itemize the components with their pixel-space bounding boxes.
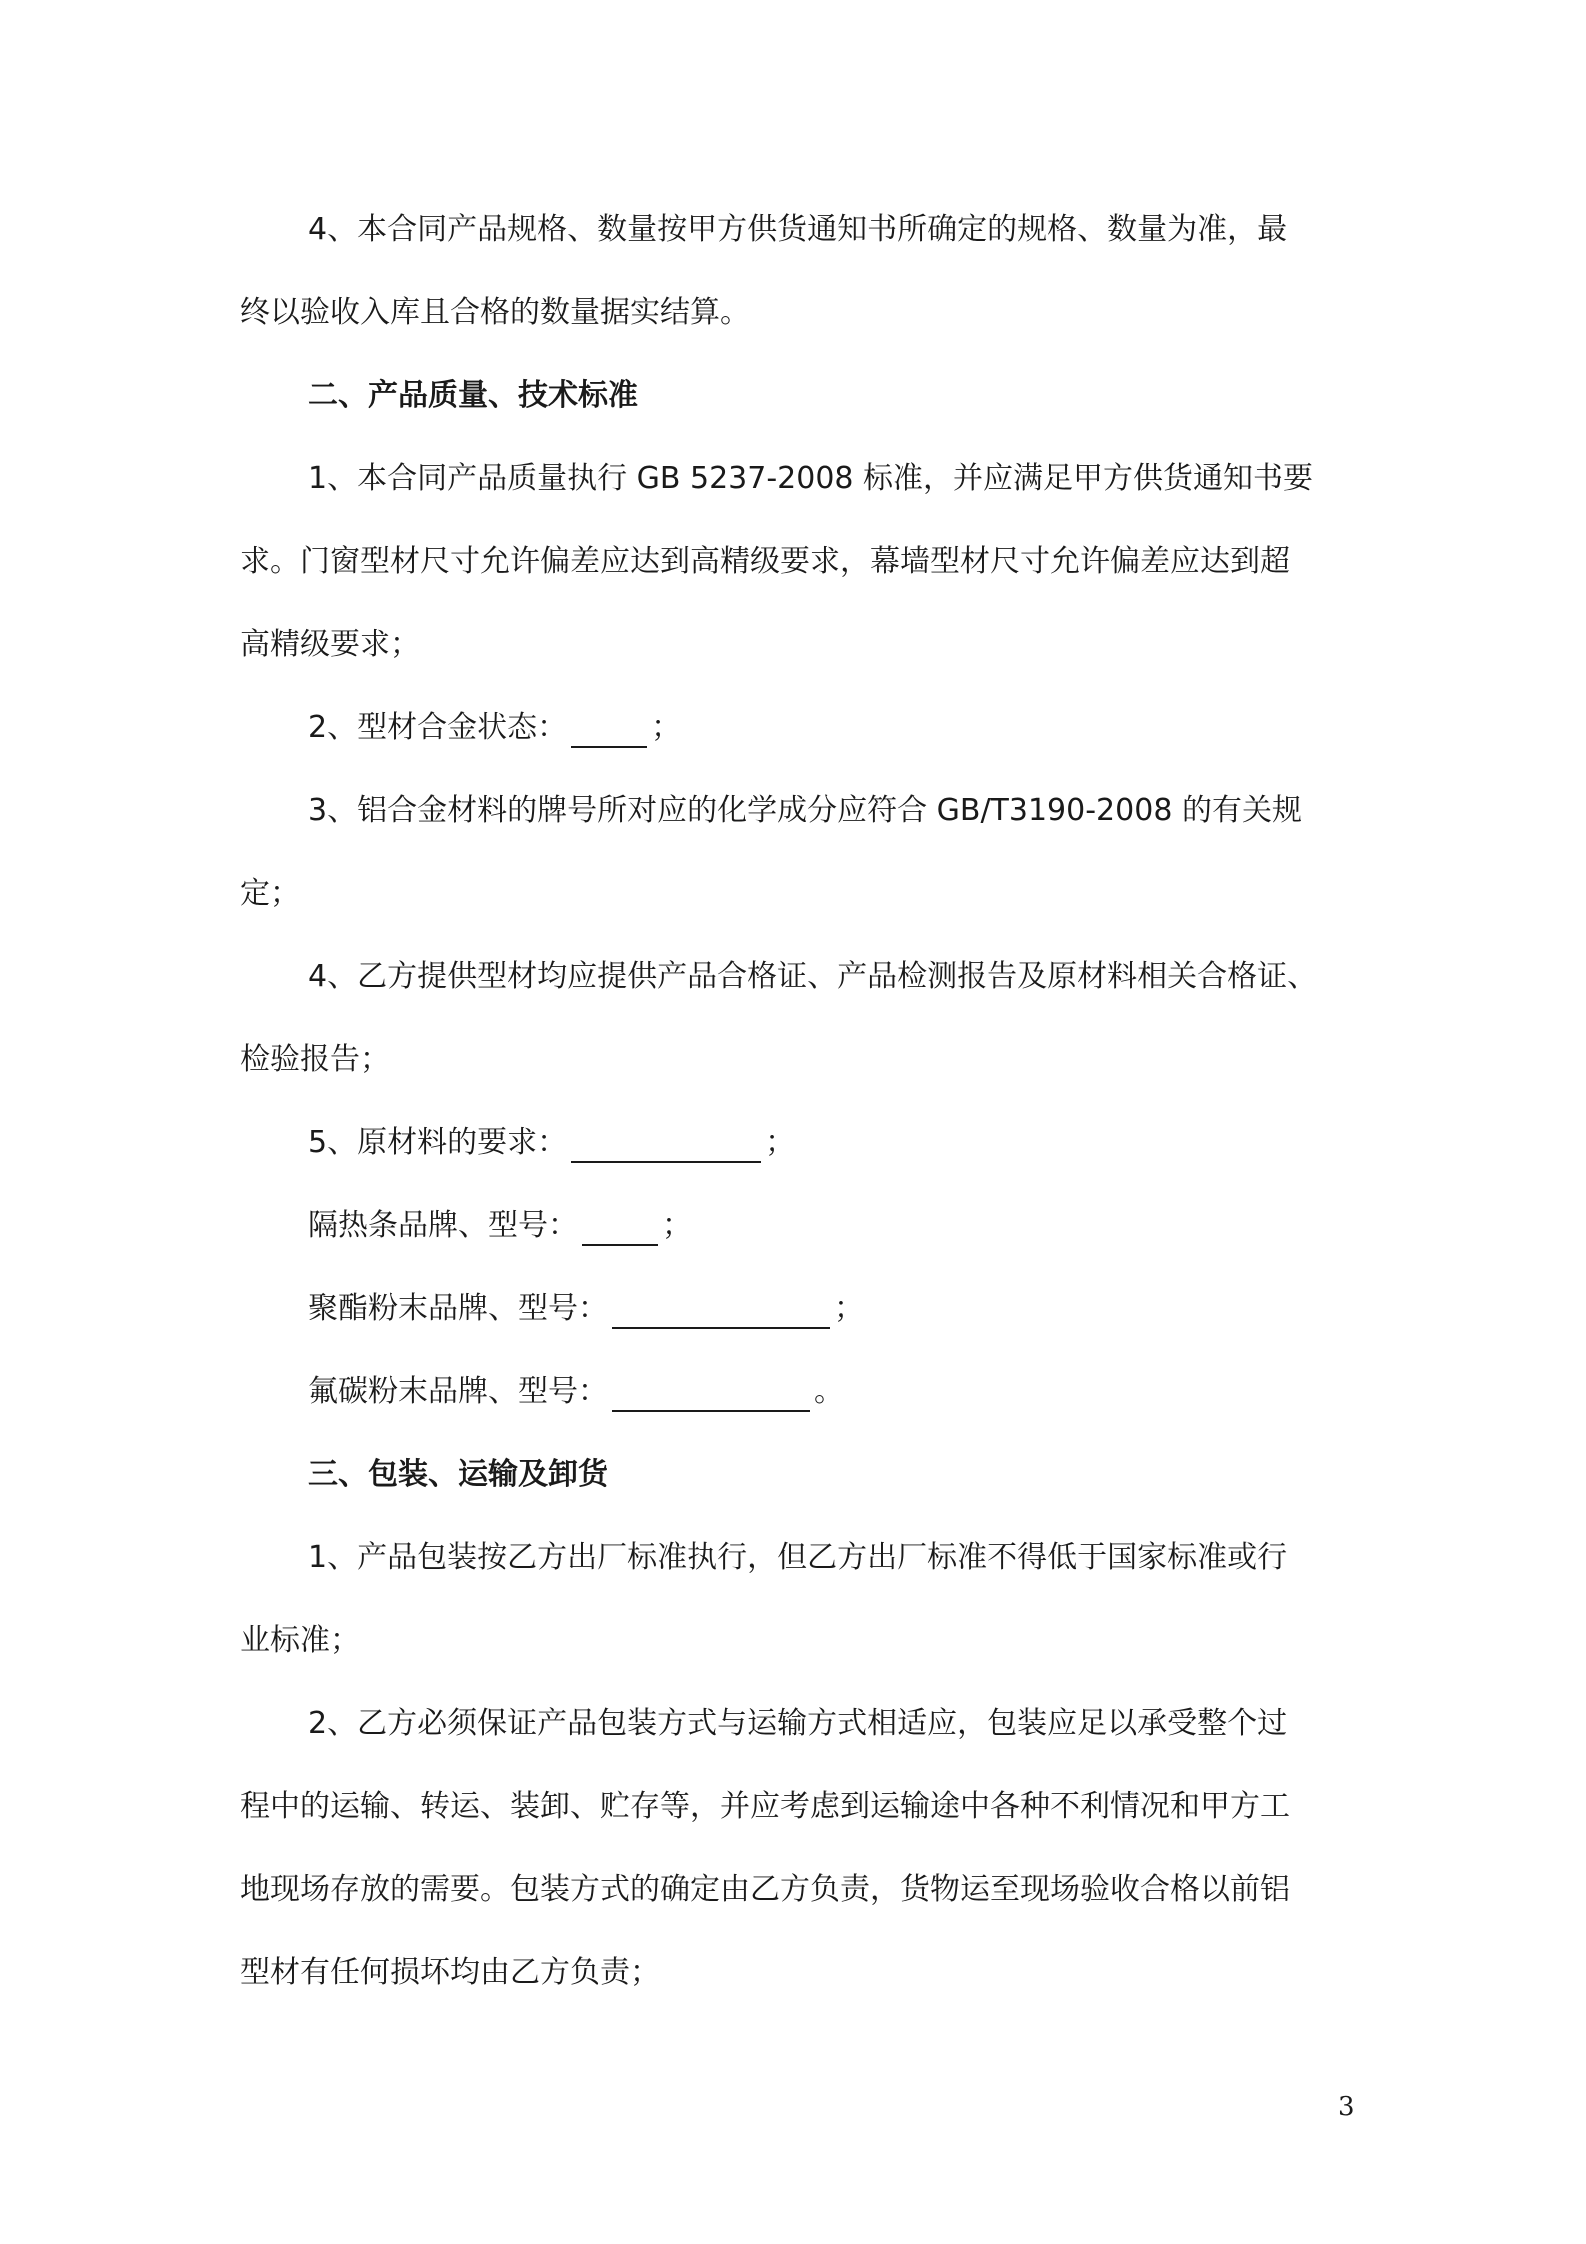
packaging-item-2-line-2: 程中的运输、转运、装卸、贮存等，并应考虑到运输途中各种不利情况和甲方工 xyxy=(240,1789,1290,1824)
alloy-state-blank xyxy=(571,712,647,748)
section-heading-3: 三、包装、运输及卸货 xyxy=(308,1457,608,1492)
polyester-powder-blank xyxy=(612,1293,830,1329)
fluorocarbon-powder-punct: 。 xyxy=(814,1374,844,1409)
fluorocarbon-powder-label: 氟碳粉末品牌、型号： xyxy=(308,1374,608,1409)
fluorocarbon-powder-blank xyxy=(612,1376,810,1412)
quality-item-1-line-1: 1、本合同产品质量执行 GB 5237-2008 标准，并应满足甲方供货通知书要 xyxy=(308,461,1314,496)
quality-item-5 xyxy=(308,1123,795,1163)
packaging-item-2-line-4: 型材有任何损坏均由乙方负责； xyxy=(240,1955,660,1990)
polyester-powder-punct: ； xyxy=(834,1291,864,1326)
alloy-state-punct: ； xyxy=(651,710,682,745)
quality-item-3-line-2: 定； xyxy=(240,876,300,911)
raw-material-blank xyxy=(571,1127,761,1163)
paragraph-4-line-2: 终以验收入库且合格的数量据实结算。 xyxy=(240,295,750,330)
quality-item-1-line-3: 高精级要求； xyxy=(240,627,420,662)
section-heading-2: 二、产品质量、技术标准 xyxy=(308,378,638,413)
packaging-item-2-line-1: 2、乙方必须保证产品包装方式与运输方式相适应，包装应足以承受整个过 xyxy=(308,1706,1288,1741)
paragraph-4-line-1: 4、本合同产品规格、数量按甲方供货通知书所确定的规格、数量为准，最 xyxy=(308,212,1288,247)
packaging-item-1-line-1: 1、产品包装按乙方出厂标准执行，但乙方出厂标准不得低于国家标准或行 xyxy=(308,1540,1288,1575)
raw-material-punct: ； xyxy=(765,1125,796,1160)
raw-material-label: 5、原材料的要求： xyxy=(308,1125,568,1160)
insulation-strip-blank xyxy=(582,1210,658,1246)
quality-item-4-line-1: 4、乙方提供型材均应提供产品合格证、产品检测报告及原材料相关合格证、 xyxy=(308,959,1318,994)
quality-item-2 xyxy=(308,708,681,748)
quality-item-3-line-1: 3、铝合金材料的牌号所对应的化学成分应符合 GB/T3190-2008 的有关规 xyxy=(308,793,1302,828)
quality-item-4-line-2: 检验报告； xyxy=(240,1042,390,1077)
insulation-strip-line xyxy=(308,1206,692,1246)
fluorocarbon-powder-line xyxy=(308,1372,844,1412)
alloy-state-label: 2、型材合金状态： xyxy=(308,710,568,745)
polyester-powder-line xyxy=(308,1289,864,1329)
packaging-item-1-line-2: 业标准； xyxy=(240,1623,360,1658)
quality-item-1-line-2: 求。门窗型材尺寸允许偏差应达到高精级要求，幕墙型材尺寸允许偏差应达到超 xyxy=(240,544,1290,579)
packaging-item-2-line-3: 地现场存放的需要。包装方式的确定由乙方负责，货物运至现场验收合格以前铝 xyxy=(240,1872,1290,1907)
insulation-strip-punct: ； xyxy=(662,1208,692,1243)
insulation-strip-label: 隔热条品牌、型号： xyxy=(308,1208,578,1243)
polyester-powder-label: 聚酯粉末品牌、型号： xyxy=(308,1291,608,1326)
page-number: 3 xyxy=(1338,2092,1355,2122)
